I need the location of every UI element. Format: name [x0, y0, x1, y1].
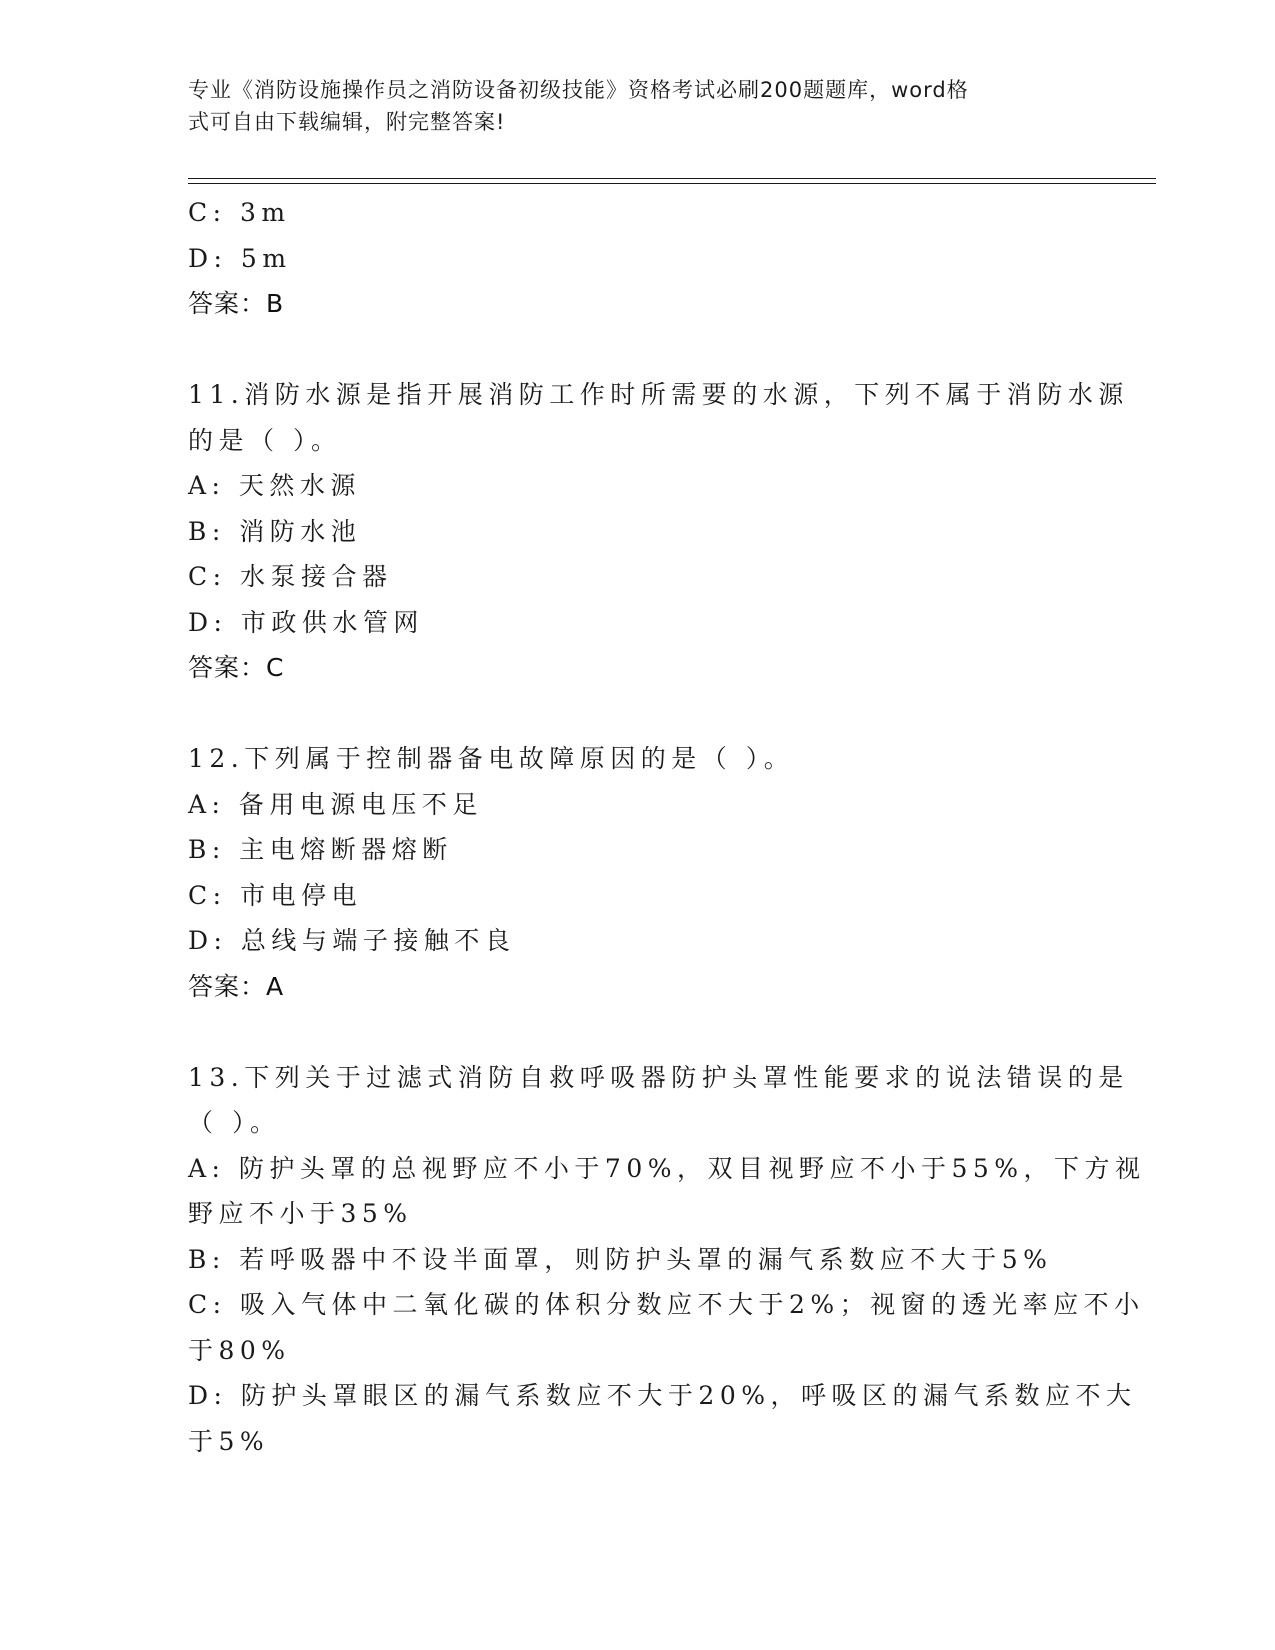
option-d-cont: 于5% — [188, 1426, 270, 1456]
question-text: 12.下列属于控制器备电故障原因的是（ ）。 — [188, 744, 795, 773]
header-line-1: 专业《消防设施操作员之消防设备初级技能》资格考试必刷200题题库，word格 — [188, 78, 969, 102]
option-c-cont: 于80% — [188, 1335, 291, 1365]
question-11 — [188, 372, 1129, 691]
option-b: B: 主电熔断器熔断 — [188, 835, 453, 864]
question-text-cont: （ ）。 — [188, 1108, 281, 1137]
option-d: D: 市政供水管网 — [188, 607, 424, 637]
option-b: B: 若呼吸器中不设半面罩，则防护头罩的漏气系数应不大于5% — [188, 1244, 1053, 1274]
header-rule-bottom — [188, 183, 1156, 184]
answer-label: 答案：C — [188, 653, 285, 682]
option-a: A: 备用电源电压不足 — [188, 789, 483, 819]
option-a-cont: 野应不小于35% — [188, 1199, 413, 1228]
spacer — [188, 1009, 1088, 1055]
answer-label: 答案：B — [188, 289, 285, 318]
option-d: D: 5m — [188, 243, 292, 273]
option-a: A: 天然水源 — [188, 471, 361, 500]
option-b: B: 消防水池 — [188, 516, 362, 546]
question-text: 13.下列关于过滤式消防自救呼吸器防护头罩性能要求的说法错误的是 — [188, 1062, 1129, 1092]
question-content — [188, 190, 1146, 1464]
option-c: C: 市电停电 — [188, 880, 362, 910]
question-10-tail — [188, 190, 1088, 327]
option-c: C: 水泵接合器 — [188, 562, 393, 591]
spacer — [188, 691, 1088, 737]
header-rule-top — [188, 178, 1156, 179]
answer-label: 答案：A — [188, 971, 285, 1001]
question-12 — [188, 736, 1088, 1009]
option-d: D: 总线与端子接触不良 — [188, 926, 516, 955]
option-c: C: 3m — [188, 198, 291, 227]
header-line-2: 式可自由下载编辑，附完整答案! — [188, 110, 506, 134]
question-13 — [188, 1055, 1146, 1465]
option-d: D: 防护头罩眼区的漏气系数应不大于20%，呼吸区的漏气系数应不大 — [188, 1381, 1137, 1410]
spacer — [188, 327, 1088, 373]
page-header — [188, 74, 1068, 138]
question-text-cont: 的是（ ）。 — [188, 425, 342, 455]
question-text: 11.消防水源是指开展消防工作时所需要的水源，下列不属于消防水源 — [188, 380, 1129, 409]
option-c: C: 吸入气体中二氧化碳的体积分数应不大于2%；视窗的透光率应不小 — [188, 1290, 1145, 1319]
option-a: A: 防护头罩的总视野应不小于70%，双目视野应不小于55%，下方视 — [188, 1153, 1146, 1183]
